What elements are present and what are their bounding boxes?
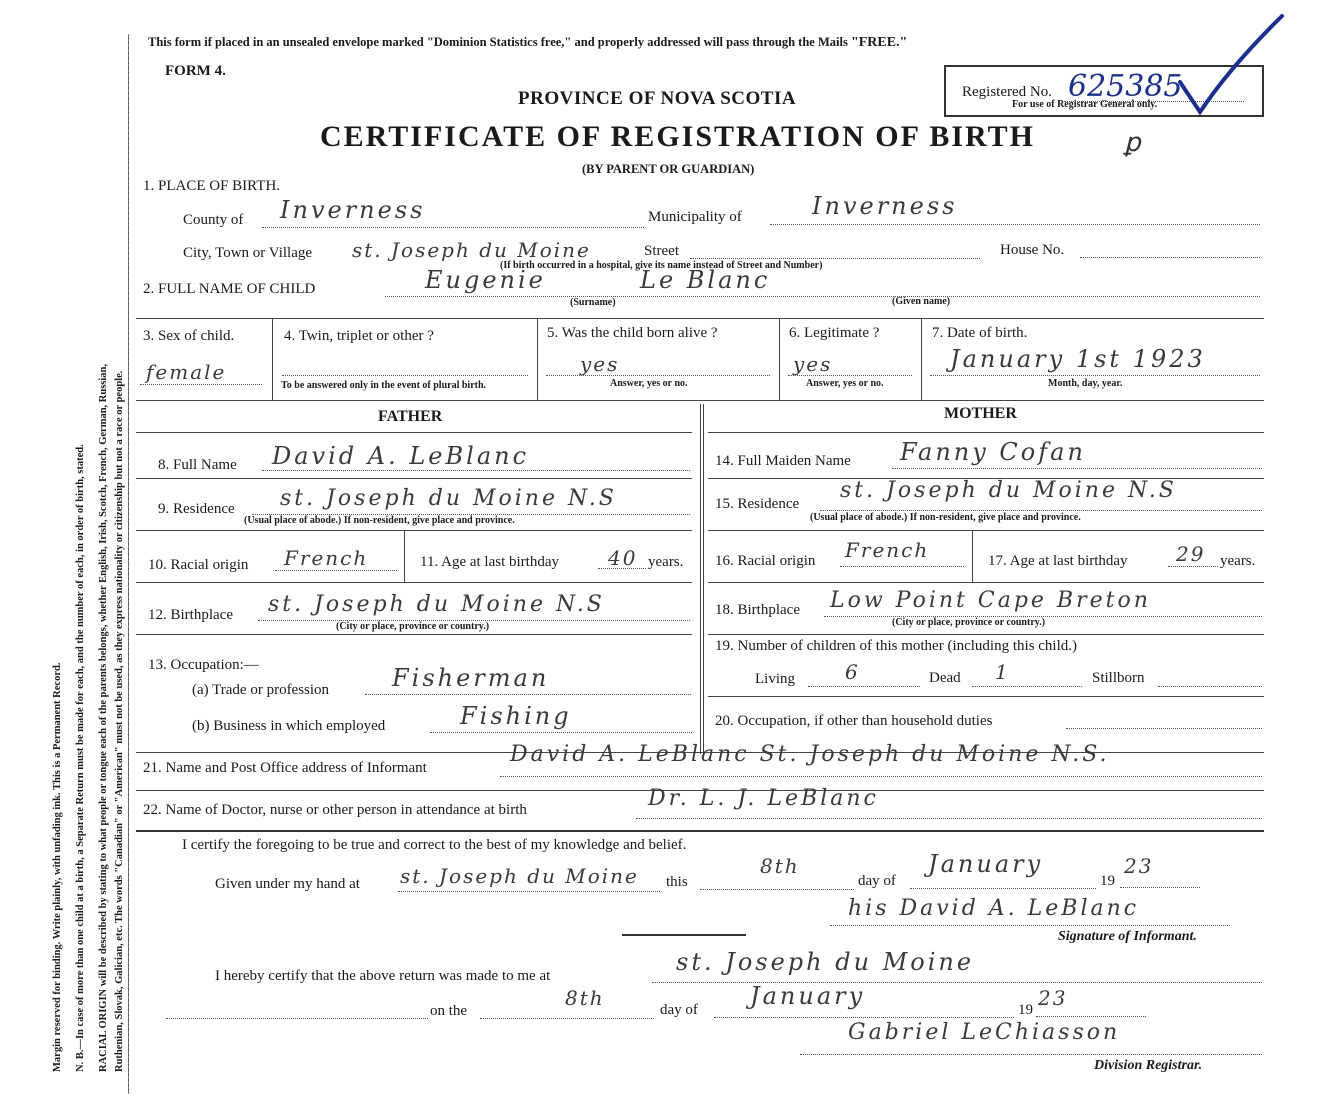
registrar-day-of-label: day of [660, 1002, 698, 1018]
trade-value: Fisherman [392, 664, 550, 692]
father-name-label: 8. Full Name [158, 457, 237, 473]
living-value: 6 [845, 660, 860, 684]
father-years: years. [648, 554, 684, 570]
registrar-signature-label: Division Registrar. [1094, 1058, 1203, 1073]
registrar-statement: I hereby certify that the above return was made to me at [215, 968, 551, 984]
city-label: City, Town or Village [183, 245, 313, 261]
given-under-label: Given under my hand at [215, 876, 360, 892]
alive-label: 5. Was the child born alive ? [547, 325, 718, 341]
business-label: (b) Business in which employed [192, 718, 386, 734]
certify-month-value: January [928, 850, 1044, 878]
alive-value: yes [580, 352, 620, 376]
children-label: 19. Number of children of this mother (including this child.) [715, 638, 1078, 654]
father-res-value: st. Joseph du Moine N.S [280, 486, 617, 511]
check-mark-icon [1170, 12, 1288, 122]
father-birthplace-note: (City or place, province or country.) [336, 621, 490, 632]
mother-heading: MOTHER [944, 405, 1017, 422]
dead-label: Dead [929, 670, 961, 686]
father-age-value: 40 [608, 546, 638, 570]
mother-res-label: 15. Residence [715, 496, 800, 512]
form-number: FORM 4. [165, 63, 226, 79]
dob-label: 7. Date of birth. [932, 325, 1028, 341]
father-occupation-label: 13. Occupation:— [148, 657, 259, 673]
registered-number: 625385 [1068, 69, 1183, 104]
margin-border [128, 34, 129, 1094]
stillborn-label: Stillborn [1092, 670, 1145, 686]
margin-note-binding: Margin reserved for binding. Write plainly, with unfading ink. This is a Permanent Record. [52, 662, 63, 1072]
certify-day-of-label: day of [858, 873, 896, 889]
given-place-value: st. Joseph du Moine [400, 864, 639, 888]
city-value: st. Joseph du Moine [352, 238, 591, 262]
informant-signature-label: Signature of Informant. [1058, 929, 1197, 944]
short-divider [622, 934, 746, 936]
margin-note-racial-origin-2: Ruthenian, Slovak, Galician, etc. The words "Canadian" or "American" must not be used, as they express nationality or citizenship but not a race or people. [114, 370, 125, 1072]
province-heading: PROVINCE OF NOVA SCOTIA [518, 88, 797, 109]
mother-years: years. [1220, 553, 1256, 569]
child-given-name: Eugenie [425, 266, 546, 294]
column-divider [700, 404, 704, 754]
child-surname: Le Blanc [640, 266, 771, 294]
county-value: Inverness [280, 196, 426, 224]
mother-name-value: Fanny Cofan [900, 438, 1086, 466]
given-name-note: (Given name) [892, 296, 951, 307]
mother-res-note: (Usual place of abode.) If non-resident, give place and province. [810, 512, 1081, 523]
certify-year-value: 23 [1124, 854, 1154, 878]
mother-name-label: 14. Full Maiden Name [715, 453, 851, 469]
certify-statement: I certify the foregoing to be true and correct to the best of my knowledge and belief. [182, 837, 687, 853]
doctor-value: Dr. L. J. LeBlanc [648, 786, 879, 811]
surname-note: (Surname) [570, 297, 616, 308]
certify-day-value: 8th [760, 854, 800, 878]
mother-birthplace-value: Low Point Cape Breton [830, 588, 1151, 613]
struck-mark: ꝑ [1124, 128, 1141, 158]
father-name-value: David A. LeBlanc [272, 442, 530, 470]
informant-label: 21. Name and Post Office address of Informant [143, 760, 427, 776]
mother-age-value: 29 [1176, 542, 1206, 566]
father-res-note: (Usual place of abode.) If non-resident, give place and province. [244, 515, 515, 526]
dob-note: Month, day, year. [1048, 378, 1123, 389]
dead-value: 1 [995, 660, 1010, 684]
trade-label: (a) Trade or profession [192, 682, 330, 698]
registrar-year-value: 23 [1038, 986, 1068, 1010]
street-label: Street [644, 243, 679, 259]
house-label: House No. [1000, 242, 1065, 258]
father-race-label: 10. Racial origin [148, 557, 249, 573]
certify-year-prefix: 19 [1100, 873, 1115, 889]
sex-label: 3. Sex of child. [143, 328, 235, 344]
dob-value: January 1st 1923 [950, 345, 1206, 373]
doctor-label: 22. Name of Doctor, nurse or other person in attendance at birth [143, 802, 527, 818]
mother-birthplace-note: (City or place, province or country.) [892, 617, 1046, 628]
mother-res-value: st. Joseph du Moine N.S [840, 478, 1177, 503]
registrar-place-value: st. Joseph du Moine [676, 948, 975, 976]
row-divider [136, 400, 1264, 401]
child-name-label: 2. FULL NAME OF CHILD [143, 281, 316, 297]
registrar-month-value: January [750, 982, 866, 1010]
row-divider [136, 318, 1264, 319]
registrar-note: For use of Registrar General only. [1012, 99, 1158, 110]
margin-note-racial-origin: RACIAL ORIGIN will be described by stating to what people or tongue each of the parents belongs, whether English, Irish, Scotch, French, German, Russian, [98, 363, 109, 1072]
registrar-signature: Gabriel LeChiasson [848, 1020, 1121, 1045]
sex-value: female [146, 360, 227, 384]
section-divider [136, 830, 1264, 832]
place-heading: 1. PLACE OF BIRTH. [143, 178, 281, 194]
father-race-value: French [284, 546, 369, 570]
mother-age-label: 17. Age at last birthday [988, 553, 1128, 569]
municipality-label: Municipality of [648, 209, 742, 225]
on-the-label: on the [430, 1003, 468, 1019]
father-birthplace-value: st. Joseph du Moine N.S [268, 592, 605, 617]
twin-note: To be answered only in the event of plural birth. [281, 380, 487, 391]
registrar-day-value: 8th [565, 986, 605, 1010]
mother-birthplace-label: 18. Birthplace [715, 602, 800, 618]
father-res-label: 9. Residence [158, 501, 235, 517]
municipality-value: Inverness [812, 192, 958, 220]
legitimate-label: 6. Legitimate ? [789, 325, 880, 341]
twin-label: 4. Twin, triplet or other ? [284, 328, 434, 344]
margin-note-multiple-birth: N. B.—In case of more than one child at a birth, a Separate Return must be made for each, and the number of each, in order of birth, stated. [75, 444, 86, 1072]
mother-race-label: 16. Racial origin [715, 553, 816, 569]
registrar-year-prefix: 19 [1018, 1002, 1033, 1018]
father-heading: FATHER [378, 408, 443, 425]
mail-notice: This form if placed in an unsealed envelope marked "Dominion Statistics free," and properly addressed will pass through the Mails "FREE." [148, 35, 908, 50]
legitimate-value: yes [793, 352, 833, 376]
hospital-note: (If birth occurred in a hospital, give its name instead of Street and Number) [500, 260, 823, 271]
father-age-label: 11. Age at last birthday [420, 554, 559, 570]
registered-label: Registered No. [962, 84, 1052, 100]
legitimate-note: Answer, yes or no. [806, 378, 884, 389]
informant-value: David A. LeBlanc St. Joseph du Moine N.S. [510, 742, 1110, 767]
this-label: this [666, 874, 688, 890]
alive-note: Answer, yes or no. [610, 378, 688, 389]
page-subtitle: (BY PARENT OR GUARDIAN) [582, 162, 755, 176]
informant-signature: his David A. LeBlanc [848, 896, 1140, 921]
business-value: Fishing [460, 702, 572, 730]
page-title: CERTIFICATE OF REGISTRATION OF BIRTH [320, 120, 1035, 153]
living-label: Living [755, 671, 795, 687]
mother-race-value: French [845, 538, 930, 562]
father-birthplace-label: 12. Birthplace [148, 607, 233, 623]
mother-occupation-label: 20. Occupation, if other than household duties [715, 713, 993, 729]
county-label: County of [183, 212, 244, 228]
